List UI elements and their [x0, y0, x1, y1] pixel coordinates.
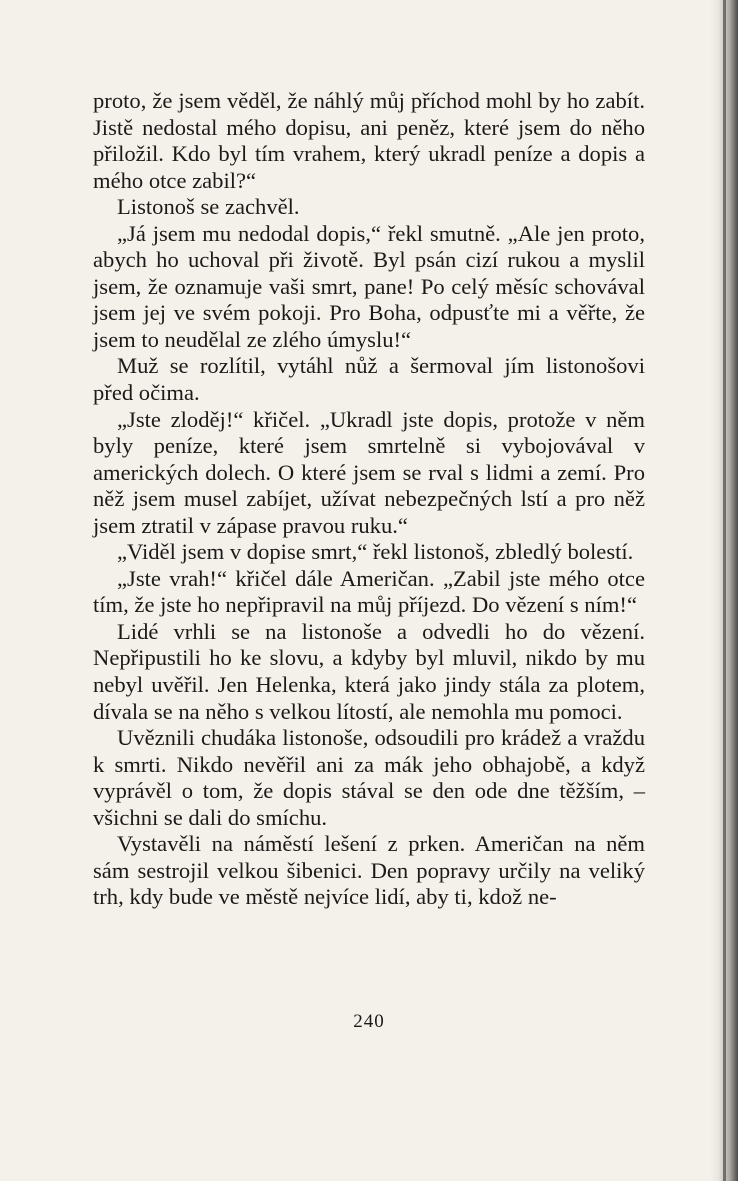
paragraph-10: Vystavěli na náměstí lešení z prken. Američan na něm sám sestrojil velkou šibenici. Den popravy určily na veliký trh, kdy bude ve městě nejvíce lidí, aby ti, kdož ne-	[93, 831, 645, 910]
paragraph-4: Muž se rozlítil, vytáhl nůž a šermoval jím listonošovi před očima.	[93, 353, 645, 406]
paragraph-3: „Já jsem mu nedodal dopis,“ řekl smutně. „Ale jen proto, abych ho uchoval při životě. Byl psán cizí rukou a myslil jsem, že oznamuje vaši smrt, pane! Po celý měsíc schovával jsem jej ve svém pokoji. Pro Boha, odpusťte mi a věřte, že jsem to neudělal ze zlého úmyslu!“	[93, 220, 645, 352]
paragraph-7: „Jste vrah!“ křičel dále Američan. „Zabil jste mého otce tím, že jste ho nepřipravil na můj příjezd. Do vězení s ním!“	[93, 565, 645, 618]
paragraph-5: „Jste zloděj!“ křičel. „Ukradl jste dopis, protože v něm byly peníze, které jsem smrtelně si vybojovával v amerických dolech. O které jsem se rval s lidmi a zemí. Pro něž jsem musel zabíjet, užívat nebezpečných lstí a pro něž jsem ztratil v zápase pravou ruku.“	[93, 406, 645, 538]
page-edge-line	[723, 0, 726, 1181]
page-number: 240	[353, 1011, 385, 1032]
paragraph-9: Uvěznili chudáka listonoše, odsoudili pro krádež a vraždu k smrti. Nikdo nevěřil ani za mák jeho obhajobě, a když vyprávěl o tom, že dopis stával se den ode dne těžším, – všichni se dali do smíchu.	[93, 725, 645, 830]
paragraph-2: Listonoš se zachvěl.	[117, 194, 300, 220]
paragraph-8: Lidé vrhli se na listonoše a odvedli ho do vězení. Nepřipustili ho ke slovu, a kdyby byl mluvil, nikdo by mu nebyl uvěřil. Jen Helenka, která jako jindy stála za plotem, dívala se na něho s velkou lítostí, ale nemohla mu pomoci.	[93, 618, 645, 724]
paragraph-6: „Viděl jsem v dopise smrt,“ řekl listonoš, zbledlý bolestí.	[117, 539, 634, 565]
paragraph-1: proto, že jsem věděl, že náhlý můj příchod mohl by ho zabít. Jistě nedostal mého dopisu, ani peněz, které jsem do něho přiložil. Kdo byl tím vrahem, který ukradl peníze a dopis a mého otce zabil?“	[93, 88, 645, 193]
page-body-text	[93, 88, 645, 911]
